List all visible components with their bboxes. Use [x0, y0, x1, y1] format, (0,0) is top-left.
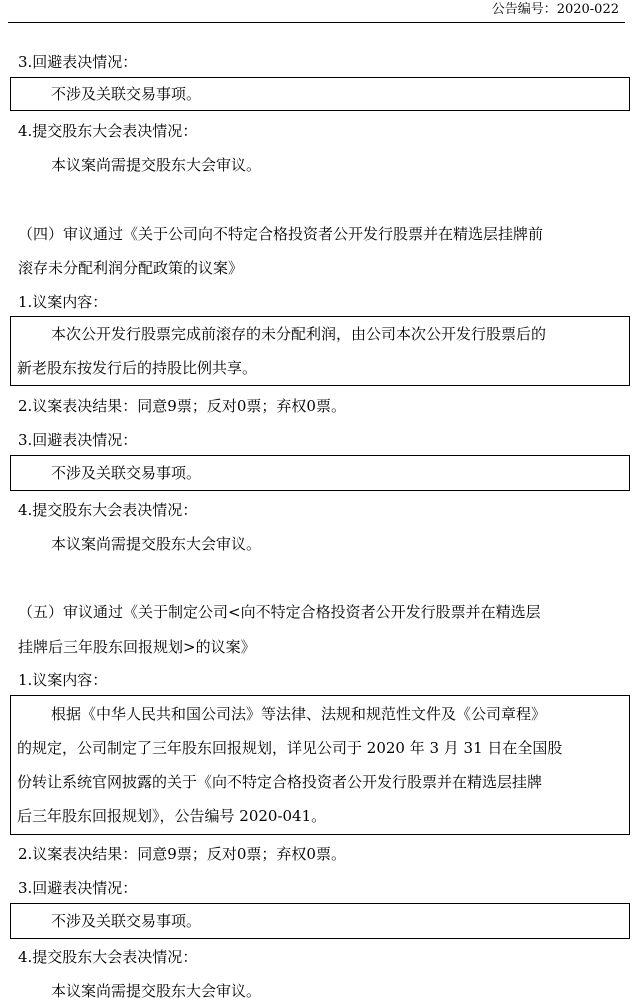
section-4-content-line-1: 本次公开发行股票完成前滚存的未分配利润，由公司本次公开发行股票后的 [51, 325, 547, 343]
section-4-avoid-text: 不涉及关联交易事项。 [51, 464, 202, 482]
section-5-submit-text: 本议案尚需提交股东大会审议。 [51, 982, 262, 1000]
section-5-content-line-2: 的规定，公司制定了三年股东回报规划，详见公司于 2020 年 3 月 31 日在全国股 [17, 739, 563, 757]
section-5-avoid-box [10, 903, 630, 939]
section-5-content-line-4: 后三年股东回报规划》，公告编号 2020-041。 [17, 807, 327, 825]
avoid-vote-box [10, 77, 630, 111]
section-4-vote-result: 2.议案表决结果：同意9票；反对0票；弃权0票。 [18, 397, 346, 415]
section-5-title-line-1: （五）审议通过《关于制定公司<向不特定合格投资者公开发行股票并在精选层 [18, 603, 541, 621]
section-5-avoid-text: 不涉及关联交易事项。 [51, 912, 202, 930]
section-4-content-line-2: 新老股东按发行后的持股比例共享。 [17, 359, 258, 377]
section-5-submit-heading: 4.提交股东大会表决情况： [18, 948, 198, 966]
section-5-content-line-3: 份转让系统官网披露的关于《向不特定合格投资者公开发行股票并在精选层挂牌 [17, 773, 543, 791]
section-5-vote-result: 2.议案表决结果：同意9票；反对0票；弃权0票。 [18, 845, 346, 863]
section-4-submit-heading: 4.提交股东大会表决情况： [18, 501, 198, 519]
header-divider [8, 22, 625, 23]
section-4-avoid-heading: 3.回避表决情况： [18, 431, 138, 449]
section-5-content-box [10, 695, 630, 835]
shareholder-vote-heading: 4.提交股东大会表决情况： [18, 122, 198, 140]
section-5-content-line-1: 根据《中华人民共和国公司法》等法律、法规和规范性文件及《公司章程》 [51, 705, 547, 723]
section-4-title-line-1: （四）审议通过《关于公司向不特定合格投资者公开发行股票并在精选层挂牌前 [18, 225, 544, 243]
section-5-title-line-2: 挂牌后三年股东回报规划>的议案》 [18, 638, 256, 656]
section-4-content-box [10, 316, 630, 386]
avoid-vote-heading: 3.回避表决情况： [18, 53, 138, 71]
announcement-code: 公告编号：2020-022 [491, 2, 619, 17]
section-4-title-line-2: 滚存未分配利润分配政策的议案》 [18, 259, 244, 277]
section-4-content-heading: 1.议案内容： [18, 293, 108, 311]
section-4-submit-text: 本议案尚需提交股东大会审议。 [51, 535, 262, 553]
section-5-content-heading: 1.议案内容： [18, 671, 108, 689]
section-5-avoid-heading: 3.回避表决情况： [18, 879, 138, 897]
section-4-avoid-box [10, 455, 630, 491]
shareholder-vote-text: 本议案尚需提交股东大会审议。 [51, 156, 262, 174]
avoid-vote-text: 不涉及关联交易事项。 [51, 85, 202, 103]
